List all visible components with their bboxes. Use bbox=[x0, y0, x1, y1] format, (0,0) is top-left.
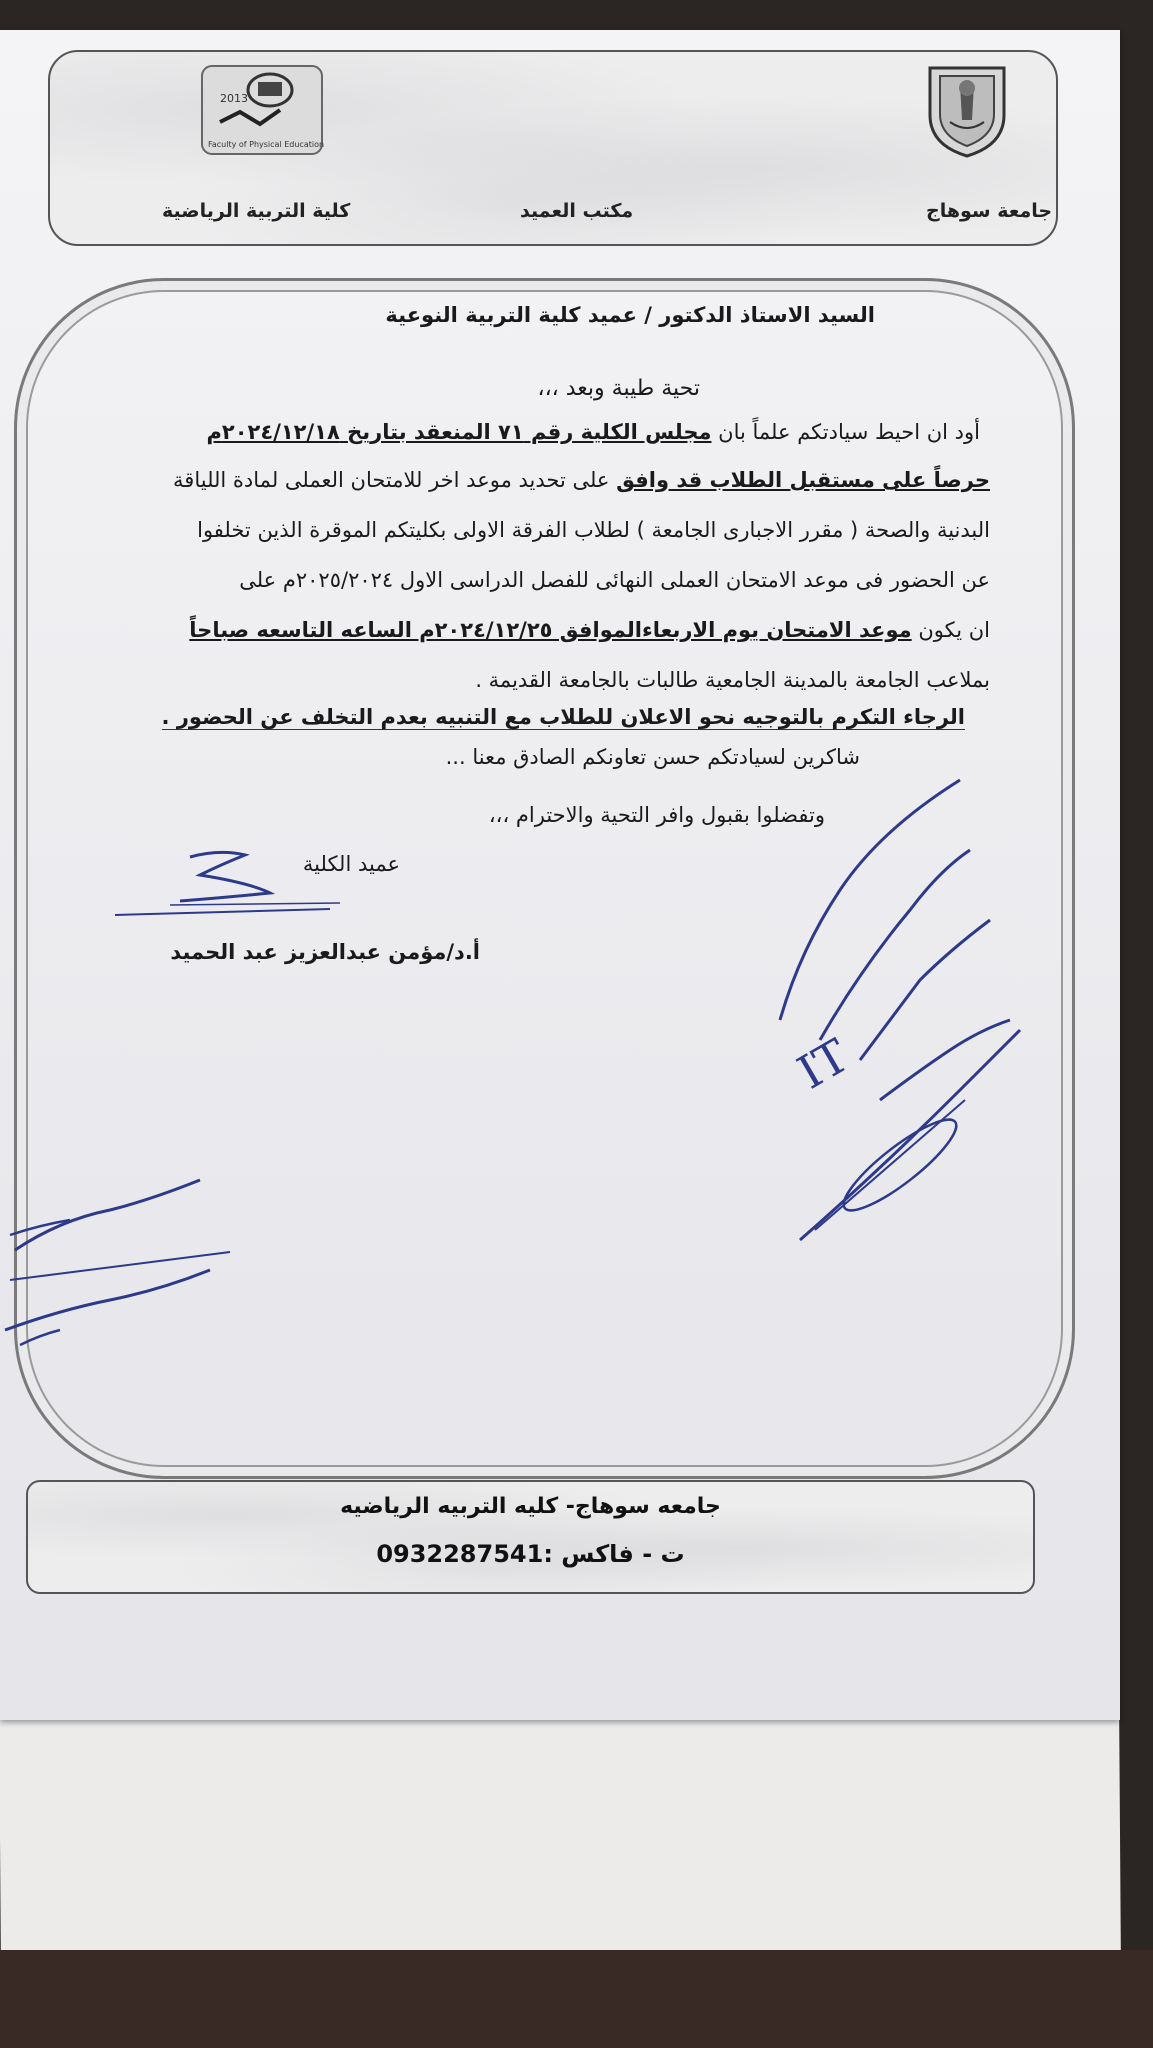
handwritten-annotation bbox=[760, 770, 1060, 1250]
signer-name: أ.د/مؤمن عبدالعزيز عبد الحميد bbox=[170, 940, 480, 964]
background-desk bbox=[0, 1950, 1153, 2048]
council-reference: مجلس الكلية رقم ٧١ المنعقد بتاريخ ٢٠٢٤/١٢/١٨م bbox=[206, 420, 712, 444]
closing-line: وتفضلوا بقبول وافر التحية والاحترام ،،، bbox=[488, 803, 825, 827]
underlying-paper bbox=[0, 1696, 1121, 1974]
greeting: تحية طيبة وبعد ،،، bbox=[537, 376, 700, 401]
body-line-2 bbox=[173, 468, 990, 492]
faculty-name: كلية التربية الرياضية bbox=[162, 200, 351, 222]
logo-caption: Faculty of Physical Education bbox=[208, 140, 325, 149]
body-line-5 bbox=[189, 618, 990, 642]
faculty-logo bbox=[200, 62, 330, 162]
university-logo bbox=[922, 60, 1012, 160]
svg-text:2013: 2013 bbox=[220, 92, 248, 105]
letter-page bbox=[0, 30, 1120, 1720]
body-line-4: عن الحضور فى موعد الامتحان العملى النهائى للفصل الدراسى الاول ٢٠٢٥/٢٠٢٤م على bbox=[239, 568, 990, 592]
body-line-3: البدنية والصحة ( مقرر الاجبارى الجامعة ) لطلاب الفرقة الاولى بكليتكم الموقرة الذين تخلفوا bbox=[197, 518, 990, 542]
addressee: السيد الاستاذ الدكتور / عميد كلية التربية النوعية bbox=[385, 303, 875, 327]
body-line-2-end: على تحديد موعد اخر للامتحان العملى لمادة اللياقة bbox=[173, 468, 617, 492]
footer-fax: ت - فاكس :0932287541 bbox=[376, 1540, 685, 1568]
letter-footer bbox=[26, 1480, 1035, 1594]
incoming-number-note bbox=[0, 1140, 240, 1360]
letterhead bbox=[48, 50, 1058, 246]
dean-signature bbox=[110, 845, 340, 935]
footer-address: جامعه سوهاج- كليه التربيه الرياضيه bbox=[340, 1494, 721, 1519]
dean-office: مكتب العميد bbox=[520, 200, 634, 222]
svg-text:IT: IT bbox=[788, 1028, 858, 1100]
body-line-1-start: أود ان احيط سيادتكم علماً بان bbox=[711, 420, 980, 444]
request-line: الرجاء التكرم بالتوجيه نحو الاعلان للطلاب مع التنبيه بعدم التخلف عن الحضور . bbox=[161, 705, 965, 729]
approval-phrase: حرصاً على مستقبل الطلاب قد وافق bbox=[616, 468, 990, 492]
body-line-6: بملاعب الجامعة بالمدينة الجامعية طالبات بالجامعة القديمة . bbox=[475, 668, 990, 692]
body-line-5-start: ان يكون bbox=[911, 618, 990, 642]
body-line-1 bbox=[207, 420, 980, 444]
university-name: جامعة سوهاج bbox=[926, 200, 1053, 222]
exam-date: موعد الامتحان يوم الاربعاءالموافق ٢٠٢٤/١٢/٢٥م الساعه التاسعه صباحاً bbox=[189, 618, 912, 642]
signer-title: عميد الكلية bbox=[302, 852, 400, 876]
thanks-line: شاكرين لسيادتكم حسن تعاونكم الصادق معنا ... bbox=[445, 745, 860, 769]
